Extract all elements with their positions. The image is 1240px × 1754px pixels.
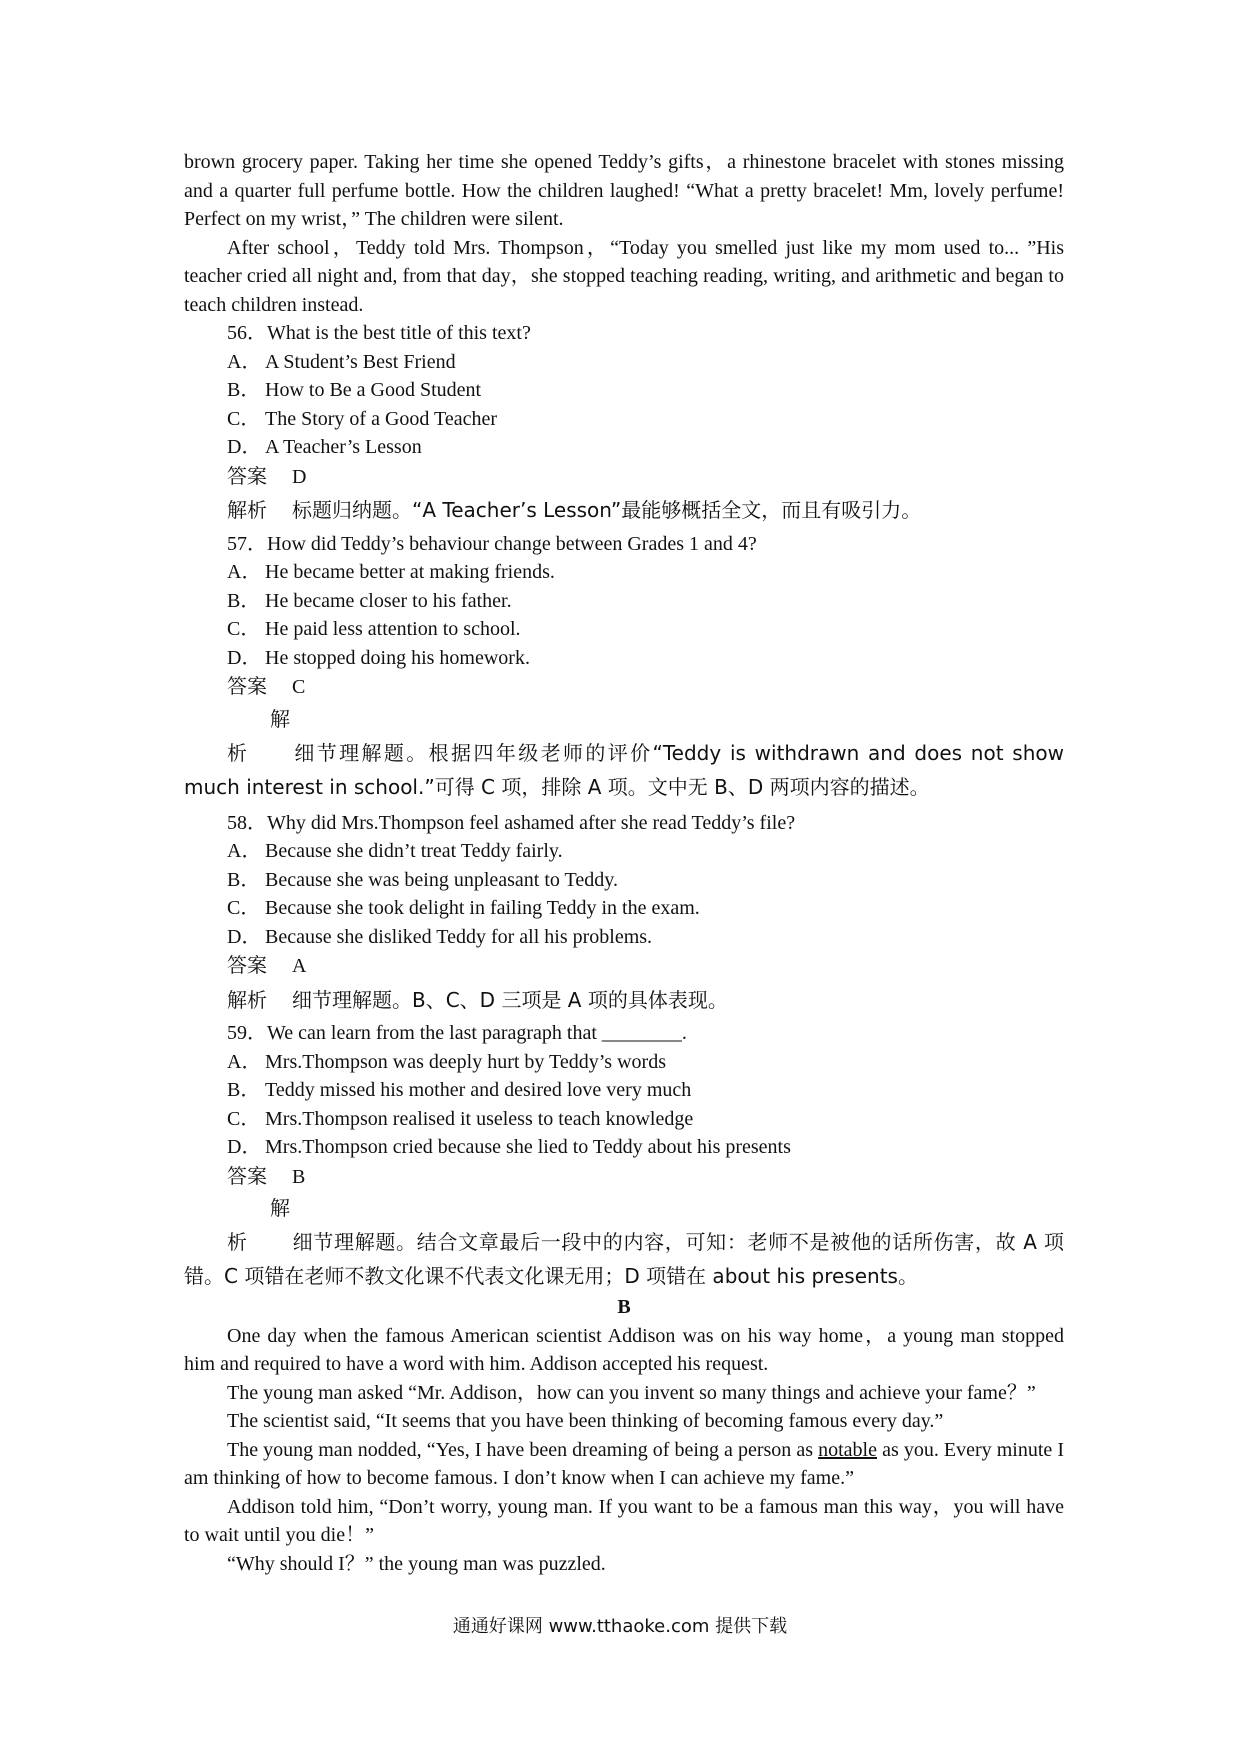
underlined-word: notable (818, 1438, 877, 1461)
option-b (184, 866, 1064, 895)
option-text: Teddy missed his mother and desired love very much (265, 1079, 692, 1101)
analysis-text: 细节理解题。根据四年级老师的评价“Teddy is withdrawn and does not show much interest in school.”可得 C 项，排除 A 项。文中无 B、D 两项内容的描述。 (184, 740, 1064, 799)
option-text: He stopped doing his homework. (265, 646, 530, 669)
option-c (184, 894, 1064, 923)
option-c (184, 1105, 1064, 1134)
analysis-text: 标题归纳题。“A Teacher’s Lesson”最能够概括全文，而且有吸引力。 (292, 498, 922, 522)
option-text: He became better at making friends. (265, 561, 555, 583)
option-letter: D． (227, 646, 262, 669)
passage-paragraph: “Why should I？” the young man was puzzled. (227, 1552, 606, 1575)
page-content (184, 148, 1064, 1578)
option-letter: B． (227, 868, 261, 891)
option-b (184, 587, 1064, 616)
option-letter: C． (227, 897, 261, 919)
option-letter: B． (227, 589, 261, 612)
answer-value: B (292, 1165, 306, 1188)
option-letter: B． (227, 379, 261, 401)
option-letter: C． (227, 1107, 261, 1130)
option-text: Mrs.Thompson was deeply hurt by Teddy’s words (265, 1050, 666, 1073)
answer-value: A (292, 955, 307, 977)
passage-paragraph (184, 1436, 1064, 1493)
option-d (184, 1133, 1064, 1162)
option-a (184, 837, 1064, 866)
option-c (184, 405, 1064, 434)
option-text: The Story of a Good Teacher (265, 407, 498, 430)
passage-paragraph: The young man asked “Mr. Addison，how can you invent so many things and achieve your fame？” (227, 1381, 1036, 1404)
option-d (184, 433, 1064, 462)
story-paragraph: After school，Teddy told Mrs. Thompson，“Today you smelled just like my mom used to... ”His teacher cried all night and, from that day，she stopped teaching reading, writing, and arithmetic and began to teach children instead. (184, 236, 1064, 316)
answer-value: D (292, 465, 307, 488)
question-59-stem: 59．We can learn from the last paragraph that ________. (227, 1022, 687, 1044)
analysis-line (184, 496, 1064, 525)
answer-label: 答案 (227, 953, 267, 977)
analysis-line (184, 702, 1064, 804)
option-text: He paid less attention to school. (265, 618, 521, 640)
analysis-text: 细节理解题。结合文章最后一段中的内容，可知：老师不是被他的话所伤害，故 A 项错。C 项错在老师不教文化课不代表文化课无用；D 项错在 about his presents。 (184, 1230, 1064, 1288)
answer-value: C (292, 676, 306, 698)
option-d (184, 644, 1064, 673)
option-c (184, 615, 1064, 644)
story-paragraph: brown grocery paper. Taking her time she opened Teddy’s gifts，a rhinestone bracelet with stones missing and a quarter full perfume bottle. How the children laughed! “What a pretty bracelet! Mm, lovely perfume! Perfect on my wrist，” The children were silent. (184, 151, 1064, 230)
option-letter: D． (227, 436, 262, 458)
page-footer: 通通好课网 www.tthaoke.com 提供下载 (452, 1616, 788, 1637)
option-text: Mrs.Thompson realised it useless to teach knowledge (265, 1107, 694, 1130)
analysis-line (184, 1191, 1064, 1293)
option-text: A Teacher’s Lesson (265, 436, 422, 458)
answer-line (184, 951, 1064, 981)
option-text: He became closer to his father. (265, 589, 512, 612)
option-letter: C． (227, 618, 261, 640)
analysis-label: 解析 (227, 987, 267, 1012)
analysis-text: 细节理解题。B、C、D 三项是 A 项的具体表现。 (292, 987, 728, 1012)
option-b (184, 1076, 1064, 1105)
option-text: Because she was being unpleasant to Teddy. (265, 868, 618, 891)
passage-paragraph: Addison told him, “Don’t worry, young man. If you want to be a famous man this way，you will have to wait until you die！” (184, 1495, 1064, 1546)
answer-line (184, 462, 1064, 492)
option-letter: A． (227, 840, 262, 862)
option-text: Mrs.Thompson cried because she lied to Teddy about his presents (265, 1136, 791, 1158)
option-letter: A． (227, 1050, 262, 1073)
passage-paragraph: One day when the famous American scientist Addison was on his way home，a young man stopped him and required to have a word with him. Addison accepted his request. (184, 1324, 1064, 1375)
option-text: Because she didn’t treat Teddy fairly. (265, 840, 563, 862)
option-letter: D． (227, 925, 262, 948)
option-text: Because she disliked Teddy for all his problems. (265, 925, 653, 948)
option-text: How to Be a Good Student (265, 379, 482, 401)
answer-label: 答案 (227, 1163, 267, 1188)
passage-text: as you. Every minute I am thinking of how to become famous. I don’t know when I can achieve my fame.” (184, 1438, 1065, 1489)
option-letter: A． (227, 561, 262, 583)
option-b (184, 376, 1064, 405)
answer-line (184, 1162, 1064, 1192)
option-a (184, 558, 1064, 587)
option-a (184, 1048, 1064, 1077)
answer-line (184, 672, 1064, 702)
option-letter: C． (227, 407, 261, 430)
option-a (184, 348, 1064, 377)
analysis-label: 解析 (227, 498, 267, 522)
analysis-label: 解析 (227, 1196, 290, 1254)
passage-paragraph: The scientist said, “It seems that you have been thinking of becoming famous every day.” (227, 1410, 944, 1432)
section-heading: B (617, 1296, 631, 1318)
question-57-stem: 57．How did Teddy’s behaviour change between Grades 1 and 4? (227, 532, 757, 555)
answer-label: 答案 (227, 674, 267, 698)
answer-label: 答案 (227, 463, 267, 488)
option-letter: A． (227, 350, 262, 373)
option-letter: D． (227, 1136, 262, 1158)
question-58-stem: 58．Why did Mrs.Thompson feel ashamed after she read Teddy’s file? (227, 811, 796, 834)
passage-text: The young man nodded, “Yes, I have been dreaming of being a person as (227, 1438, 819, 1461)
analysis-label: 解析 (227, 706, 290, 765)
option-text: Because she took delight in failing Teddy in the exam. (265, 897, 700, 919)
analysis-line (184, 986, 1064, 1015)
question-56-stem: 56．What is the best title of this text? (227, 322, 531, 344)
option-text: A Student’s Best Friend (265, 350, 456, 373)
option-d (184, 923, 1064, 952)
option-letter: B． (227, 1079, 261, 1101)
